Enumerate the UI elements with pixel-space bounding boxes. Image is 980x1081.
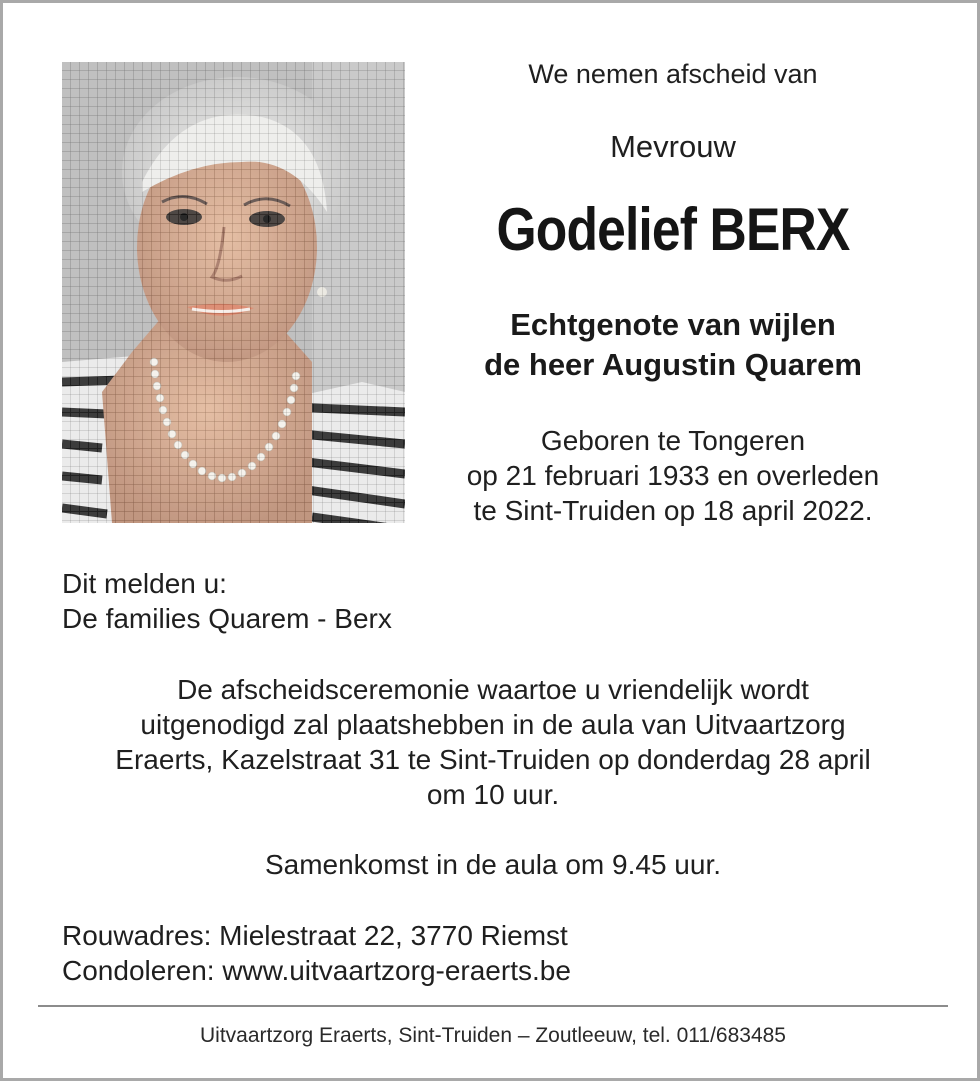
birth-death-info [433,423,913,528]
ceremony-info [43,672,943,812]
condolence-website[interactable]: Condoleren: www.uitvaartzorg-eraerts.be [62,955,571,986]
ceremony-line: om 10 uur. [426,779,560,810]
birth-line: te Sint-Truiden op 18 april 2022. [473,495,873,526]
honorific: Mevrouw [610,129,736,164]
spouse-line: Echtgenote van wijlen [510,307,836,342]
announcement [62,566,662,636]
birth-line: op 21 februari 1933 en overleden [466,460,880,491]
mourning-address: Rouwadres: Mielestraat 22, 3770 Riemst [62,920,568,951]
gathering-info: Samenkomst in de aula om 9.45 uur. [264,849,722,880]
announcement-line: De families Quarem - Berx [62,603,392,634]
portrait-image [62,62,405,523]
contact-info [62,918,862,988]
footer-divider [38,1005,948,1007]
spouse-line: de heer Augustin Quarem [484,347,862,382]
ceremony-line: De afscheidsceremonie waartoe u vriendelijk wordt [177,674,809,705]
portrait-photo [62,62,405,523]
ceremony-line: Eraerts, Kazelstraat 31 te Sint-Truiden op donderdag 28 april [115,744,871,775]
deceased-name: Godelief BERX [496,196,850,263]
birth-line: Geboren te Tongeren [540,425,806,456]
spouse-info [433,305,913,385]
funeral-home-footer: Uitvaartzorg Eraerts, Sint-Truiden – Zoutleeuw, tel. 011/683485 [200,1024,786,1047]
intro-text: We nemen afscheid van [528,59,818,89]
announcement-line: Dit melden u: [62,568,227,599]
ceremony-line: uitgenodigd zal plaatshebben in de aula van Uitvaartzorg [140,709,846,740]
